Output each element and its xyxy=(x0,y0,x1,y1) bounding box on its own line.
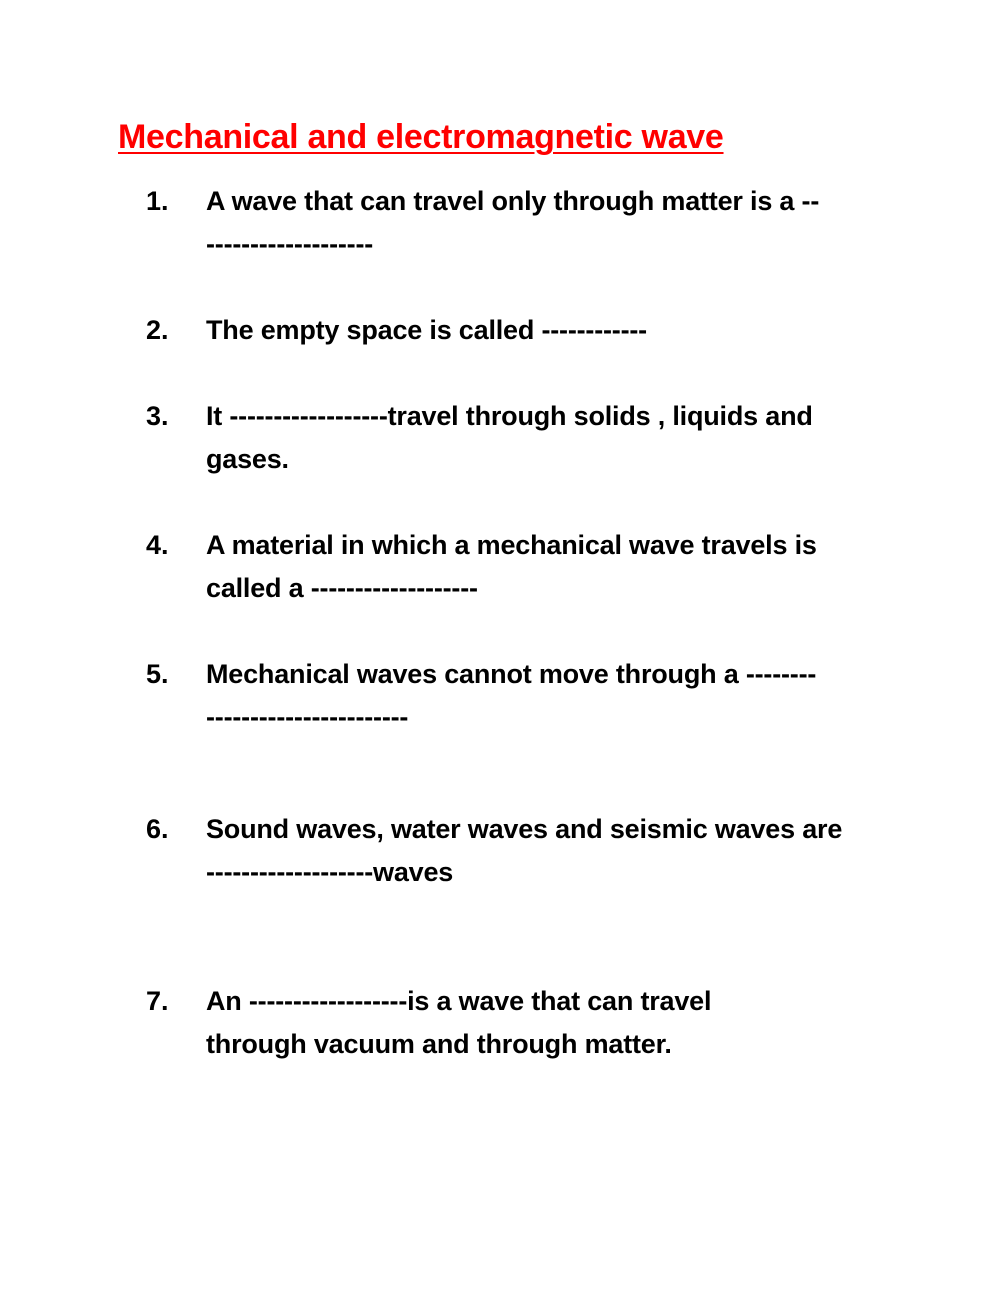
question-text-line: Mechanical waves cannot move through a -------- xyxy=(206,659,817,689)
question-text-line: A wave that can travel only through matter is a -- xyxy=(206,186,820,216)
page-title: Mechanical and electromagnetic wave xyxy=(118,118,724,156)
question-text-line: It ------------------travel through solids , liquids and xyxy=(206,401,813,431)
question-text-line: An ------------------is a wave that can travel xyxy=(206,986,712,1016)
question-number: 4. xyxy=(146,530,169,560)
question-text-line: ------------------- xyxy=(206,229,374,259)
question-number: 7. xyxy=(146,986,169,1016)
question-text-line: Sound waves, water waves and seismic waves are xyxy=(206,814,843,844)
question-number: 6. xyxy=(146,814,169,844)
question-text-line: through vacuum and through matter. xyxy=(206,1029,672,1059)
question-text-line: The empty space is called ------------ xyxy=(206,315,647,345)
question-text-line: A material in which a mechanical wave travels is xyxy=(206,530,817,560)
question-text-line: ----------------------- xyxy=(206,702,409,732)
question-text-line: called a ------------------- xyxy=(206,573,478,603)
question-text-line: -------------------waves xyxy=(206,857,454,887)
question-number: 5. xyxy=(146,659,169,689)
question-number: 3. xyxy=(146,401,169,431)
question-number: 1. xyxy=(146,186,169,216)
question-text-line: gases. xyxy=(206,444,289,474)
question-number: 2. xyxy=(146,315,169,345)
